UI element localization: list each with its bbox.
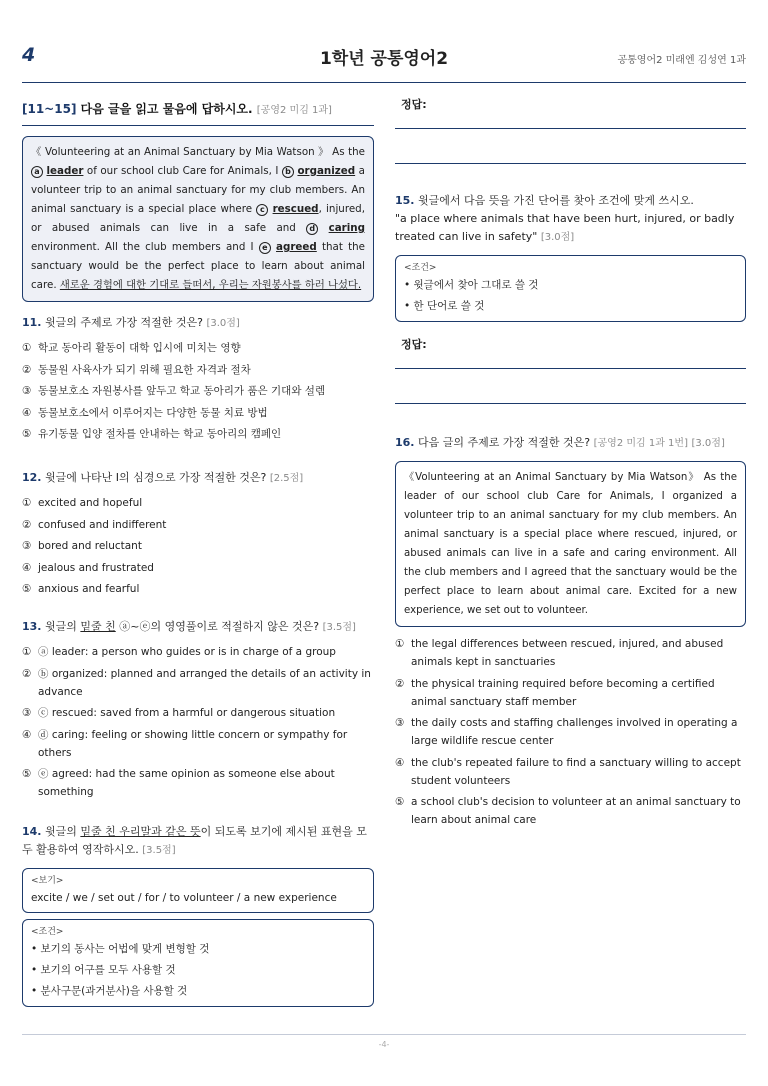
underlined-korean-sentence: 새로운 경험에 대한 기대로 들떠서, 우리는 자원봉사를 하러 나섰다. bbox=[59, 279, 362, 291]
condition-box bbox=[22, 919, 374, 1007]
left-column bbox=[22, 100, 374, 1007]
question-text: 이 되도록 보기에 제시된 표현을 모두 활용하여 영작하시오. bbox=[22, 825, 367, 856]
condition-box-title: <조건> bbox=[404, 263, 437, 273]
option-2[interactable]: ② 동물원 사육사가 되기 위해 필요한 자격과 절차 bbox=[22, 363, 251, 376]
underlined-word-agreed: agreed bbox=[276, 241, 317, 253]
option-3[interactable]: ③ bored and reluctant bbox=[22, 540, 142, 552]
underlined-word-leader: leader bbox=[46, 165, 84, 177]
header-source: 공통영어2 미래엔 김성연 1과 bbox=[617, 55, 746, 66]
footer-page-number: -4- bbox=[378, 1040, 390, 1049]
condition-item: • 한 단어로 쓸 것 bbox=[404, 300, 485, 312]
question-14 bbox=[22, 823, 374, 860]
option-2[interactable]: ② ⓑ organized: planned and arranged the details of an activity in advance bbox=[22, 667, 371, 698]
condition-box-title: <조건> bbox=[31, 927, 64, 937]
header-divider bbox=[22, 82, 746, 83]
option-3[interactable]: ③ 동물보호소 자원봉사를 앞두고 학교 동아리가 품은 기대와 설렘 bbox=[22, 385, 326, 397]
question-source: [공영2 미김 1과 1번] bbox=[593, 438, 688, 449]
question-points: [3.0점] bbox=[540, 232, 575, 243]
underlined-word-rescued: rescued bbox=[272, 203, 319, 215]
question-points: [3.5점] bbox=[322, 622, 356, 633]
question-text: 윗글의 bbox=[45, 620, 81, 633]
question-text: 윗글에서 다음 뜻을 가진 단어를 찾아 조건에 맞게 쓰시오. bbox=[418, 194, 694, 207]
option-5[interactable]: ⑤ ⓔ agreed: had the same opinion as someone else about something bbox=[22, 768, 335, 798]
question-number: 14. bbox=[22, 825, 42, 838]
passage-text: that the sanctuary would be the perfect place to learn about animal care. bbox=[31, 241, 365, 291]
passage-text: a volunteer trip to an animal sanctuary for my club members. An animal sanctuary is a special place where bbox=[31, 165, 365, 215]
page-number: 4 bbox=[22, 44, 36, 66]
condition-item: • 분사구문(과거분사)을 사용할 것 bbox=[31, 985, 188, 997]
option-1[interactable]: ① 학교 동아리 활동이 대학 입시에 미치는 영향 bbox=[22, 342, 241, 354]
q16-passage: 《Volunteering at an Animal Sanctuary by Mia Watson》 As the leader of our school club Care for Animals, I organized a volunteer trip to an animal sanctuary for my club members. An animal sanctuary is a special place where rescued, injured, or abused animals can live in a safe and caring environment. All the club members and I agreed that the sanctuary would be the perfect place to learn about animal care. Excited for a new experience, we set out to volunteer. bbox=[395, 461, 746, 627]
option-5[interactable]: ⑤ a school club's decision to volunteer at an animal sanctuary to learn about animal care bbox=[395, 796, 741, 826]
option-4[interactable]: ④ jealous and frustrated bbox=[22, 561, 154, 574]
question-text: 윗글의 주제로 가장 적절한 것은? bbox=[45, 316, 203, 329]
answer-line[interactable] bbox=[395, 368, 746, 369]
question-12 bbox=[22, 469, 374, 488]
passage-text: environment. All the club members and I bbox=[31, 241, 259, 253]
q16-options bbox=[395, 635, 746, 829]
answer-line[interactable] bbox=[395, 128, 746, 129]
option-1[interactable]: ① excited and hopeful bbox=[22, 497, 143, 509]
question-text-underlined: 밑줄 친 bbox=[80, 620, 116, 633]
marker-a: a bbox=[31, 166, 43, 178]
underlined-word-organized: organized bbox=[297, 165, 356, 177]
page-header bbox=[22, 42, 746, 72]
question-text: 다음 글의 주제로 가장 적절한 것은? bbox=[418, 436, 591, 449]
option-5[interactable]: ⑤ anxious and fearful bbox=[22, 583, 140, 595]
condition-item: • 윗글에서 찾아 그대로 쓸 것 bbox=[404, 279, 539, 291]
option-3[interactable]: ③ the daily costs and staffing challenges involved in operating a large wildlife rescue center bbox=[395, 717, 738, 747]
example-box-title: <보기> bbox=[31, 876, 64, 886]
question-range: [11~15] bbox=[22, 102, 77, 116]
question-points: [3.0점] bbox=[691, 438, 725, 449]
question-15 bbox=[395, 192, 746, 247]
question-text: 윗글의 bbox=[45, 825, 81, 838]
question-13 bbox=[22, 618, 374, 637]
example-box bbox=[22, 868, 374, 913]
question-number: 12. bbox=[22, 471, 42, 484]
underlined-word-caring: caring bbox=[328, 222, 365, 234]
option-2[interactable]: ② confused and indifferent bbox=[22, 518, 167, 531]
instruction-text: 다음 글을 읽고 물음에 답하시오. bbox=[80, 102, 253, 116]
right-column bbox=[395, 96, 746, 833]
answer-line[interactable] bbox=[395, 403, 746, 404]
option-1[interactable]: ① the legal differences between rescued, injured, and abused animals kept in sanctuaries bbox=[395, 638, 724, 668]
answer-label: 정답: bbox=[401, 98, 427, 111]
passage-text: , injured, or abused animals can live in a safe and bbox=[31, 203, 365, 234]
question-points: [2.5점] bbox=[269, 473, 304, 484]
marker-b: b bbox=[282, 166, 294, 178]
question-points: [3.0점] bbox=[206, 318, 240, 329]
definition-quote: "a place where animals that have been hurt, injured, or badly treated can live in safety" bbox=[395, 212, 735, 243]
instruction-source: [공영2 미김 1과] bbox=[256, 105, 332, 116]
marker-e: e bbox=[259, 242, 271, 254]
page-title: 1학년 공통영어2 bbox=[319, 49, 449, 69]
answer-label: 정답: bbox=[401, 338, 427, 351]
option-2[interactable]: ② the physical training required before becoming a certified animal sanctuary staff member bbox=[395, 677, 715, 708]
footer-divider bbox=[22, 1034, 746, 1035]
question-text: 윗글에 나타난 I의 심경으로 가장 적절한 것은? bbox=[45, 471, 267, 484]
option-4[interactable]: ④ 동물보호소에서 이루어지는 다양한 동물 치료 방법 bbox=[22, 406, 268, 419]
passage-text: 《 Volunteering at an Animal Sanctuary by Mia Watson 》 As the bbox=[31, 146, 365, 158]
condition-box bbox=[395, 255, 746, 322]
instruction-heading bbox=[22, 100, 374, 126]
question-number: 15. bbox=[395, 194, 415, 207]
q12-options bbox=[22, 494, 374, 598]
question-text-underlined: 밑줄 친 우리말과 같은 뜻 bbox=[80, 825, 201, 838]
question-text: ⓐ~ⓔ의 영영풀이로 적절하지 않은 것은? bbox=[115, 620, 320, 633]
condition-item: • 보기의 동사는 어법에 맞게 변형할 것 bbox=[31, 943, 210, 955]
passage-text: of our school club Care for Animals, I bbox=[83, 165, 282, 177]
q11-options bbox=[22, 339, 374, 443]
question-11 bbox=[22, 314, 374, 333]
example-box-text: excite / we / set out / for / to volunteer / a new experience bbox=[31, 892, 337, 904]
option-3[interactable]: ③ ⓒ rescued: saved from a harmful or dangerous situation bbox=[22, 707, 336, 719]
question-number: 13. bbox=[22, 620, 42, 633]
marker-c: c bbox=[256, 204, 268, 216]
question-number: 16. bbox=[395, 436, 415, 449]
question-points: [3.5점] bbox=[142, 845, 176, 856]
marker-d: d bbox=[306, 223, 318, 235]
option-4[interactable]: ④ the club's repeated failure to find a sanctuary willing to accept student volunteers bbox=[395, 756, 741, 787]
option-5[interactable]: ⑤ 유기동물 입양 절차를 안내하는 학교 동아리의 캠페인 bbox=[22, 428, 282, 440]
option-4[interactable]: ④ ⓓ caring: feeling or showing little concern or sympathy for others bbox=[22, 728, 348, 759]
question-16 bbox=[395, 434, 746, 453]
q13-options bbox=[22, 643, 374, 801]
condition-item: • 보기의 어구를 모두 사용할 것 bbox=[31, 964, 176, 976]
option-1[interactable]: ① ⓐ leader: a person who guides or is in charge of a group bbox=[22, 646, 336, 658]
question-number: 11. bbox=[22, 316, 42, 329]
answer-line[interactable] bbox=[395, 163, 746, 164]
reading-passage bbox=[22, 136, 374, 302]
